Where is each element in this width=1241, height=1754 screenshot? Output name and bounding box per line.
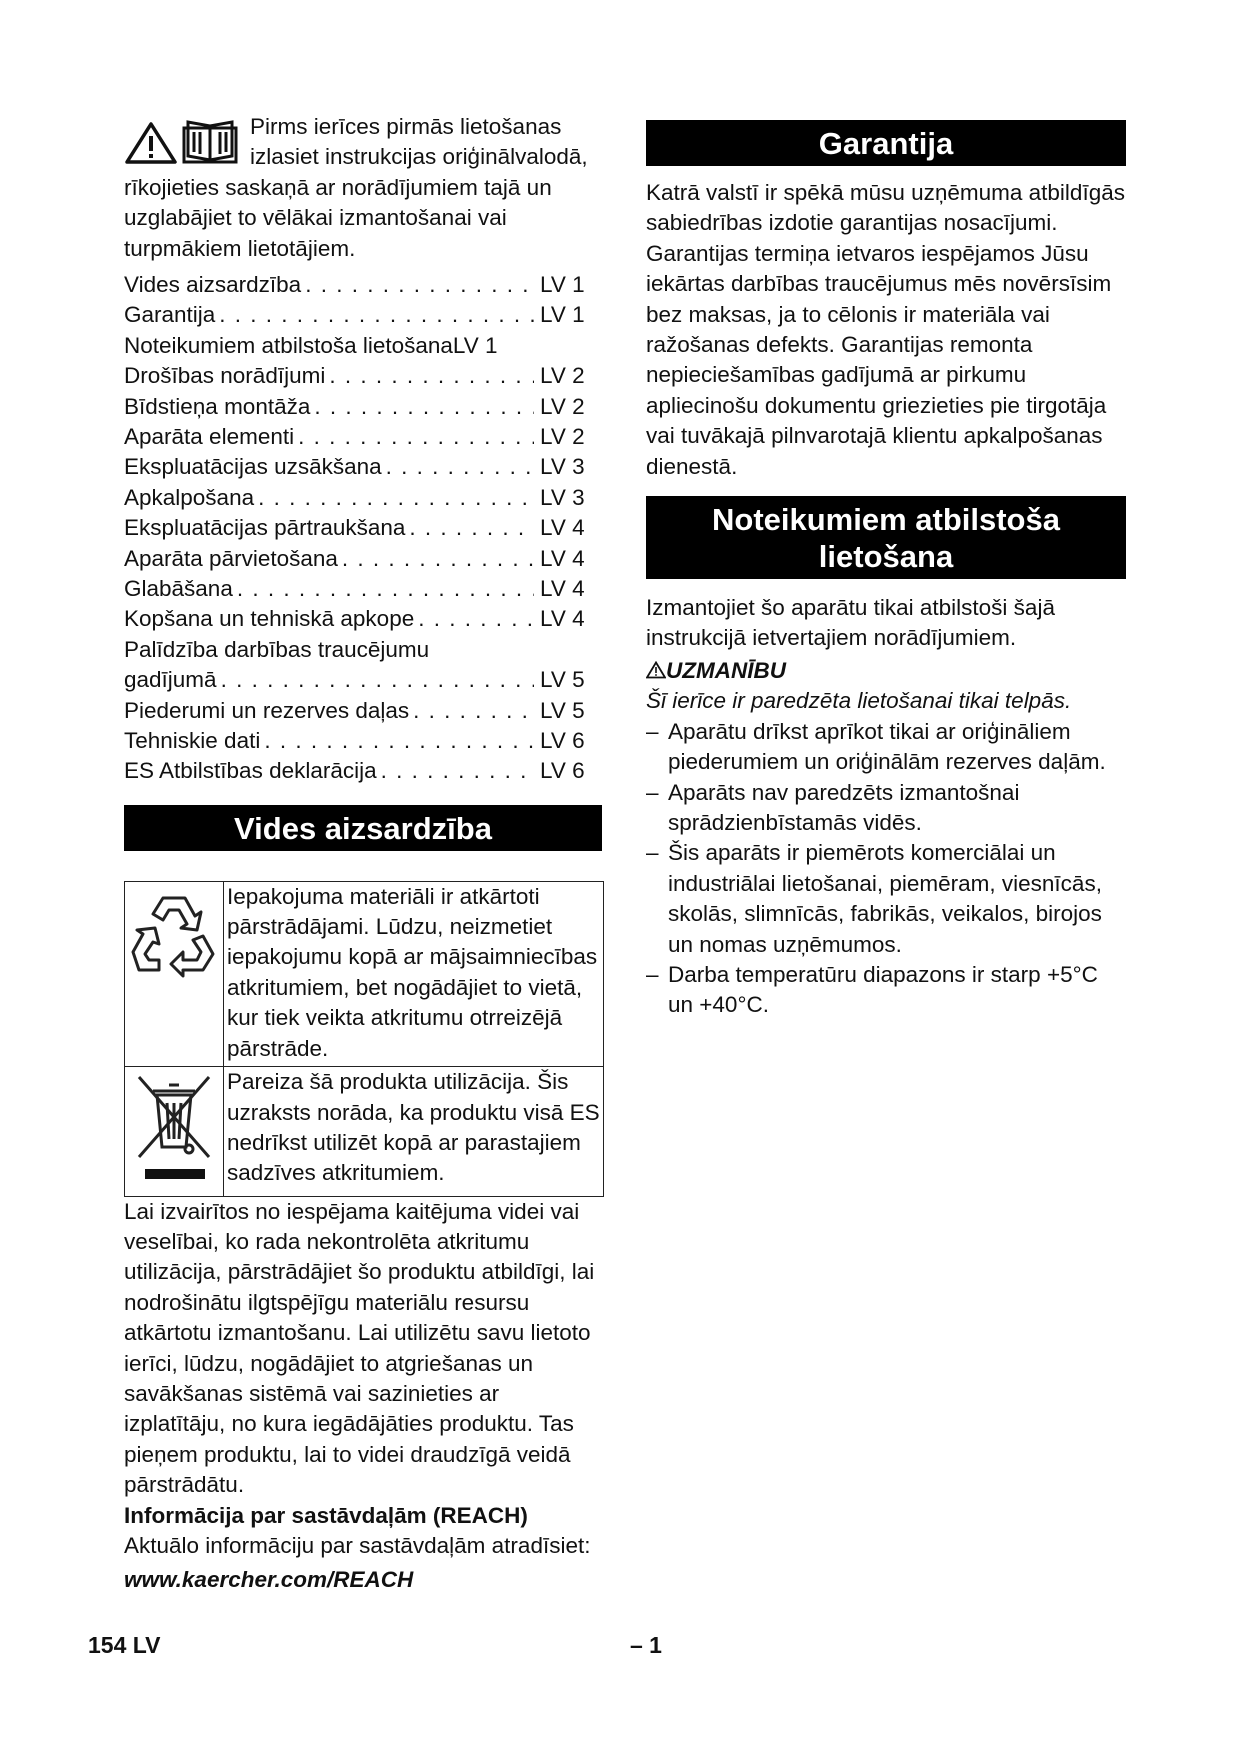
toc-entry[interactable]: Ekspluatācijas uzsākšana . . . LV 3 (124, 452, 602, 482)
section-heading-intended-use: Noteikumiem atbilstoša lietošana (646, 496, 1126, 579)
toc-entry[interactable]: Ekspluatācijas pārtraukšana . . . LV 4 (124, 513, 602, 543)
toc-entry[interactable]: Glabāšana . . . LV 4 (124, 574, 602, 604)
weee-text: Pareiza šā produkta utilizācija. Šis uzraksts norāda, ka produktu visā ES nedrīkst utilizēt kopā ar parastajiem sadzīves atkritumiem. (224, 1067, 604, 1196)
toc-entry[interactable]: Garantija . . . LV 1 (124, 300, 602, 330)
crossed-bin-icon (129, 1067, 219, 1187)
toc-entry[interactable]: Noteikumiem atbilstoša lietošana LV 1 (124, 332, 498, 358)
intended-use-list (646, 717, 1126, 1021)
reach-text: Aktuālo informāciju par sastāvdaļām atradīsiet: (124, 1532, 591, 1558)
caution-triangle-icon (646, 661, 666, 679)
reach-link[interactable]: www.kaercher.com/REACH (124, 1567, 414, 1593)
warning-triangle-icon (127, 124, 175, 162)
environment-table (124, 881, 604, 1197)
toc-entry[interactable]: Apkalpošana . . . LV 3 (124, 483, 602, 513)
toc-entry[interactable]: Aparāta pārvietošana . . . LV 4 (124, 544, 602, 574)
right-column (646, 112, 1126, 1021)
intro-text: Pirms ierīces pirmās lietošanas izlasiet instrukcijas oriģinālvalodā, rīkojieties saskaņā ar norādījumiem tajā un uzglabājiet to vēlākai izmantošanai vai turpmākiem lietotājiem. (124, 114, 588, 261)
section-heading-warranty: Garantija (646, 120, 1126, 166)
caution-text: Šī ierīce ir paredzēta lietošanai tikai telpās. (646, 688, 1072, 714)
environment-paragraph: Lai izvairītos no iespējama kaitējuma videi vai veselībai, ko rada nekontrolēta atkritumu utilizācija, pārstrādājiet šo produktu atbildīgi, lai nodrošinātu ilgtspējīgu materiālu resursu atkārtotu izmantošanu. Lai utilizētu savu lietoto ierīci, lūdzu, nogādājiet to atgriešanas un savākšanas sistēmā vai sazinieties ar izplatītāju, no kura iegādājāties produktu. Tas pieņem produktu, lai to videi draudzīgā veidā pārstrādātu. (124, 1198, 595, 1498)
footer-page-number: – 1 (630, 1632, 662, 1658)
toc-entry[interactable]: Aparāta elementi . . . LV 2 (124, 422, 602, 452)
intended-use-text: Izmantojiet šo aparātu tikai atbilstoši šajā instrukcijā ietvertajiem norādījumiem. (646, 595, 1055, 651)
toc-entry[interactable]: Vides aizsardzība . . . LV 1 (124, 270, 602, 300)
toc-entry[interactable]: Bīdstieņa montāža . . . LV 2 (124, 392, 602, 422)
footer-page-label: 154 LV (88, 1632, 161, 1658)
recycling-text: Iepakojuma materiāli ir atkārtoti pārstrādājami. Lūdzu, neizmetiet iepakojumu kopā ar mājsaimniecības atkritumiem, bet nogādājiet to vietā, kur tiek veikta atkritumu otrreizējā pārstrāde. (224, 881, 604, 1066)
toc-entry[interactable]: Piederumi un rezerves daļas . . . LV 5 (124, 696, 602, 726)
list-item: – Aparātu drīkst aprīkot tikai ar oriģināliem piederumiem un oriģinālām rezerves daļām. (646, 718, 1106, 775)
manual-book-icon (184, 122, 236, 162)
toc-entry[interactable]: Palīdzība darbības traucējumu gadījumā . . . LV 5 (124, 635, 602, 696)
table-of-contents (124, 270, 602, 787)
warning-manual-icon (124, 118, 242, 168)
toc-entry[interactable]: ES Atbilstības deklarācija . . . LV 6 (124, 756, 602, 786)
left-column (124, 112, 602, 1596)
reach-heading: Informācija par sastāvdaļām (REACH) (124, 1502, 528, 1528)
toc-entry[interactable]: Kopšana un tehniskā apkope . . . LV 4 (124, 604, 602, 634)
list-item: – Darba temperatūru diapazons ir starp +5°C un +40°C. (646, 961, 1098, 1018)
recycling-icon (129, 888, 219, 978)
list-item: – Šis aparāts ir piemērots komerciālai un industriālai lietošanai, piemēram, viesnīcās, skolās, slimnīcās, fabrikās, veikalos, birojos un nomas uzņēmumos. (646, 840, 1102, 957)
warranty-text: Katrā valstī ir spēkā mūsu uzņēmuma atbildīgās sabiedrības izdotie garantijas nosacījumi. Garantijas termiņa ietvaros iespējamos Jūsu iekārtas darbības traucējumus mēs novērsīsim bez maksas, ja to cēlonis ir materiāla vai ražošanas defekts. Garantijas remonta nepieciešamības gadījumā ar pirkumu apliecinošu dokumentu griezieties pie tirgotāja vai tuvākajā pilnvarotajā klientu apkalpošanas dienestā. (646, 180, 1125, 479)
list-item: – Aparāts nav paredzēts izmantošnai sprādzienbīstamās vidēs. (646, 779, 1020, 835)
caution-label: UZMANĪBU (646, 656, 1126, 686)
section-heading-environment: Vides aizsardzība (124, 805, 602, 851)
toc-entry[interactable]: Drošības norādījumi . . . LV 2 (124, 361, 602, 391)
toc-entry[interactable]: Tehniskie dati . . . LV 6 (124, 726, 602, 756)
